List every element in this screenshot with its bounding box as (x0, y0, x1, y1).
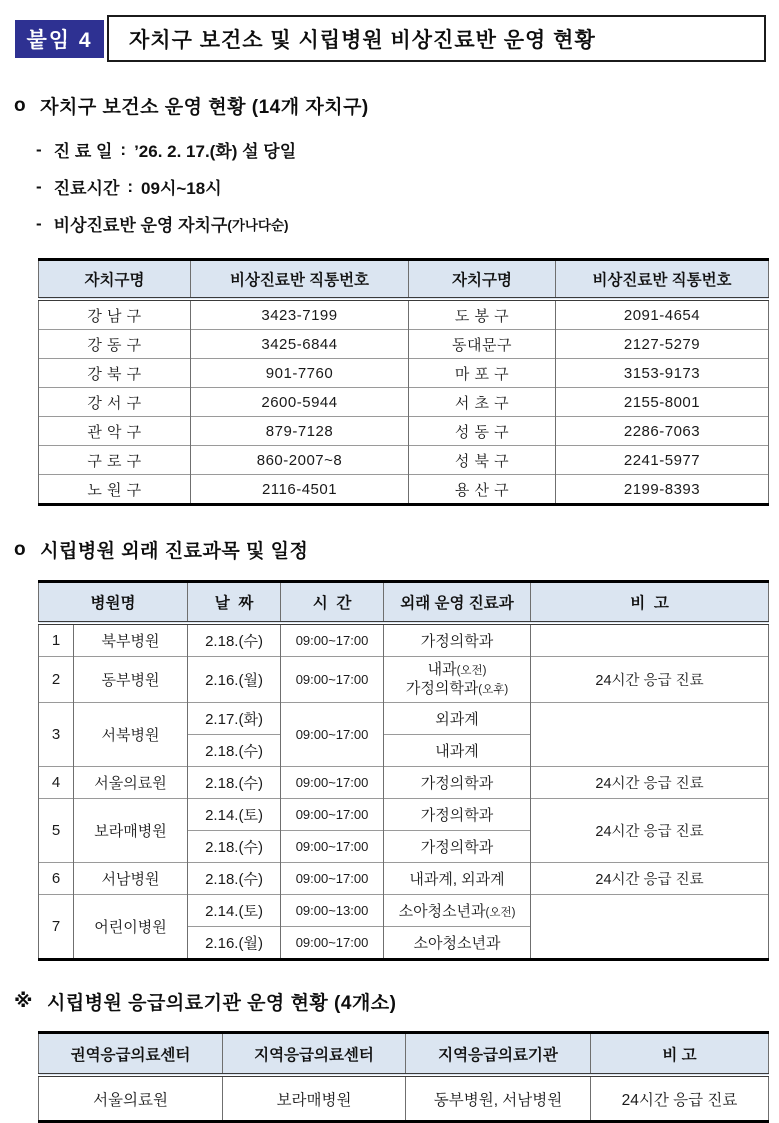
district-cell: 구 로 구 (39, 446, 191, 475)
section-bullet: o (14, 94, 27, 116)
date-cell: 2.16.(월) (188, 657, 281, 703)
time-cell: 09:00~17:00 (281, 831, 384, 863)
district-cell: 도 봉 구 (409, 299, 556, 330)
department-line: 내과(오전) (427, 660, 487, 678)
section-heading-text: 시립병원 응급의료기관 운영 현황 (4개소) (46, 993, 397, 1014)
date-cell: 2.14.(토) (188, 799, 281, 831)
detail-label: 진 료 일 (53, 142, 113, 161)
district-cell: 마 포 구 (409, 359, 556, 388)
note-cell (531, 895, 769, 960)
hospital-name-cell: 서울의료원 (74, 767, 188, 799)
row-number-cell: 7 (39, 895, 74, 960)
date-cell: 2.18.(수) (188, 831, 281, 863)
department-cell: 가정의학과 (384, 623, 531, 657)
column-header-local-institution: 지역응급의료기관 (406, 1033, 591, 1076)
phone-cell: 3425-6844 (191, 330, 409, 359)
phone-cell: 860-2007~8 (191, 446, 409, 475)
column-header-time: 시 간 (281, 582, 384, 624)
table-row (39, 1075, 769, 1122)
district-cell: 노 원 구 (39, 475, 191, 505)
section-heading-text: 자치구 보건소 운영 현황 (14개 자치구) (40, 97, 369, 118)
column-header-dept: 외래 운영 진료과 (384, 582, 531, 624)
time-cell: 09:00~17:00 (281, 863, 384, 895)
department-cell: 소아청소년과 (384, 927, 531, 960)
department-line: 가정의학과(오후) (405, 679, 509, 697)
department-cell: 가정의학과 (384, 831, 531, 863)
department-cell (384, 657, 531, 703)
table-row (39, 703, 769, 735)
table-row (39, 895, 769, 927)
note-cell: 24시간 응급 진료 (531, 767, 769, 799)
hospital-name-cell: 북부병원 (74, 623, 188, 657)
column-header-phone: 비상진료반 직통번호 (556, 260, 769, 300)
column-header-note: 비 고 (531, 582, 769, 624)
health-center-table (38, 258, 769, 506)
section-bullet: o (14, 538, 27, 560)
note-cell: 24시간 응급 진료 (531, 657, 769, 703)
column-header-phone: 비상진료반 직통번호 (191, 260, 409, 300)
row-number-cell: 3 (39, 703, 74, 767)
detail-line-hours (36, 168, 779, 205)
phone-cell: 2155-8001 (556, 388, 769, 417)
detail-value: ’26. 2. 17.(화) 설 당일 (134, 142, 297, 161)
am-pm-note: (오전) (456, 664, 487, 677)
regional-center-cell: 서울의료원 (39, 1075, 223, 1122)
phone-cell: 901-7760 (191, 359, 409, 388)
table-row (39, 657, 769, 703)
district-cell: 서 초 구 (409, 388, 556, 417)
section-heading-hospitals (14, 536, 779, 563)
column-header-note: 비 고 (591, 1033, 769, 1076)
district-cell: 관 악 구 (39, 417, 191, 446)
table-header-row (39, 582, 769, 624)
detail-line-districts (36, 205, 779, 242)
time-cell: 09:00~17:00 (281, 927, 384, 960)
date-cell: 2.18.(수) (188, 863, 281, 895)
phone-cell: 2091-4654 (556, 299, 769, 330)
table-row (39, 475, 769, 505)
column-header-hospital: 병원명 (39, 582, 188, 624)
department-cell: 가정의학과 (384, 799, 531, 831)
table-row (39, 799, 769, 831)
note-cell (531, 623, 769, 657)
department-cell: 내과계, 외과계 (384, 863, 531, 895)
local-institution-cell: 동부병원, 서남병원 (406, 1075, 591, 1122)
phone-cell: 2286-7063 (556, 417, 769, 446)
doc-header (15, 15, 766, 62)
attachment-badge: 붙임 4 (15, 20, 104, 58)
date-cell: 2.16.(월) (188, 927, 281, 960)
phone-cell: 2127-5279 (556, 330, 769, 359)
department-cell: 외과계 (384, 703, 531, 735)
time-cell: 09:00~17:00 (281, 657, 384, 703)
column-header-district: 자치구명 (39, 260, 191, 300)
am-pm-note: (오후) (478, 683, 509, 696)
detail-suffix: (가나다순) (227, 217, 289, 233)
hospital-name-cell: 동부병원 (74, 657, 188, 703)
doc-title: 자치구 보건소 및 시립병원 비상진료반 운영 현황 (107, 15, 766, 62)
district-cell: 동대문구 (409, 330, 556, 359)
dash-marker: - (36, 139, 42, 159)
section-bullet: ※ (14, 991, 33, 1012)
department-cell: 내과계 (384, 735, 531, 767)
document-page (0, 15, 779, 1117)
date-cell: 2.17.(화) (188, 703, 281, 735)
date-cell: 2.18.(수) (188, 767, 281, 799)
department-cell: 가정의학과 (384, 767, 531, 799)
district-cell: 성 동 구 (409, 417, 556, 446)
note-cell: 24시간 응급 진료 (531, 799, 769, 863)
hospital-schedule-table (38, 580, 769, 961)
hospital-name-cell: 서남병원 (74, 863, 188, 895)
local-center-cell: 보라매병원 (223, 1075, 406, 1122)
row-number-cell: 1 (39, 623, 74, 657)
time-cell: 09:00~13:00 (281, 895, 384, 927)
am-pm-note: (오전) (485, 907, 516, 919)
row-number-cell: 6 (39, 863, 74, 895)
table-row (39, 446, 769, 475)
date-cell: 2.14.(토) (188, 895, 281, 927)
section-heading-text: 시립병원 외래 진료과목 및 일정 (40, 541, 309, 562)
table-row (39, 359, 769, 388)
time-cell: 09:00~17:00 (281, 799, 384, 831)
row-number-cell: 2 (39, 657, 74, 703)
hospital-name-cell: 서북병원 (74, 703, 188, 767)
section-heading-health-centers (14, 92, 779, 119)
health-center-details (36, 131, 779, 242)
district-cell: 강 북 구 (39, 359, 191, 388)
detail-label: 비상진료반 운영 자치구 (53, 216, 228, 235)
detail-separator: : (127, 176, 134, 196)
department-cell: 소아청소년과(오전) (384, 895, 531, 927)
detail-value: 09시~18시 (141, 179, 222, 198)
detail-separator: : (120, 139, 127, 159)
phone-cell: 3153-9173 (556, 359, 769, 388)
dash-marker: - (36, 213, 42, 233)
section-heading-emergency (14, 988, 779, 1015)
district-cell: 강 동 구 (39, 330, 191, 359)
district-cell: 강 남 구 (39, 299, 191, 330)
time-cell: 09:00~17:00 (281, 767, 384, 799)
table-row (39, 299, 769, 330)
phone-cell: 2600-5944 (191, 388, 409, 417)
phone-cell: 3423-7199 (191, 299, 409, 330)
date-cell: 2.18.(수) (188, 735, 281, 767)
emergency-institutions-table (38, 1031, 769, 1123)
row-number-cell: 5 (39, 799, 74, 863)
note-cell: 24시간 응급 진료 (591, 1075, 769, 1122)
hospital-name-cell: 보라매병원 (74, 799, 188, 863)
hospital-name-cell: 어린이병원 (74, 895, 188, 960)
time-cell: 09:00~17:00 (281, 703, 384, 767)
note-cell (531, 703, 769, 767)
column-header-local-center: 지역응급의료센터 (223, 1033, 406, 1076)
district-cell: 용 산 구 (409, 475, 556, 505)
detail-line-date (36, 131, 779, 168)
table-row (39, 417, 769, 446)
phone-cell: 879-7128 (191, 417, 409, 446)
phone-cell: 2241-5977 (556, 446, 769, 475)
detail-label: 진료시간 (53, 179, 120, 198)
district-cell: 성 북 구 (409, 446, 556, 475)
phone-cell: 2199-8393 (556, 475, 769, 505)
district-cell: 강 서 구 (39, 388, 191, 417)
column-header-date: 날 짜 (188, 582, 281, 624)
time-cell: 09:00~17:00 (281, 623, 384, 657)
table-row (39, 623, 769, 657)
table-row (39, 388, 769, 417)
column-header-regional-center: 권역응급의료센터 (39, 1033, 223, 1076)
date-cell: 2.18.(수) (188, 623, 281, 657)
table-header-row (39, 260, 769, 300)
table-row (39, 767, 769, 799)
table-row (39, 330, 769, 359)
dash-marker: - (36, 176, 42, 196)
table-row (39, 863, 769, 895)
column-header-district: 자치구명 (409, 260, 556, 300)
table-header-row (39, 1033, 769, 1076)
phone-cell: 2116-4501 (191, 475, 409, 505)
row-number-cell: 4 (39, 767, 74, 799)
note-cell: 24시간 응급 진료 (531, 863, 769, 895)
